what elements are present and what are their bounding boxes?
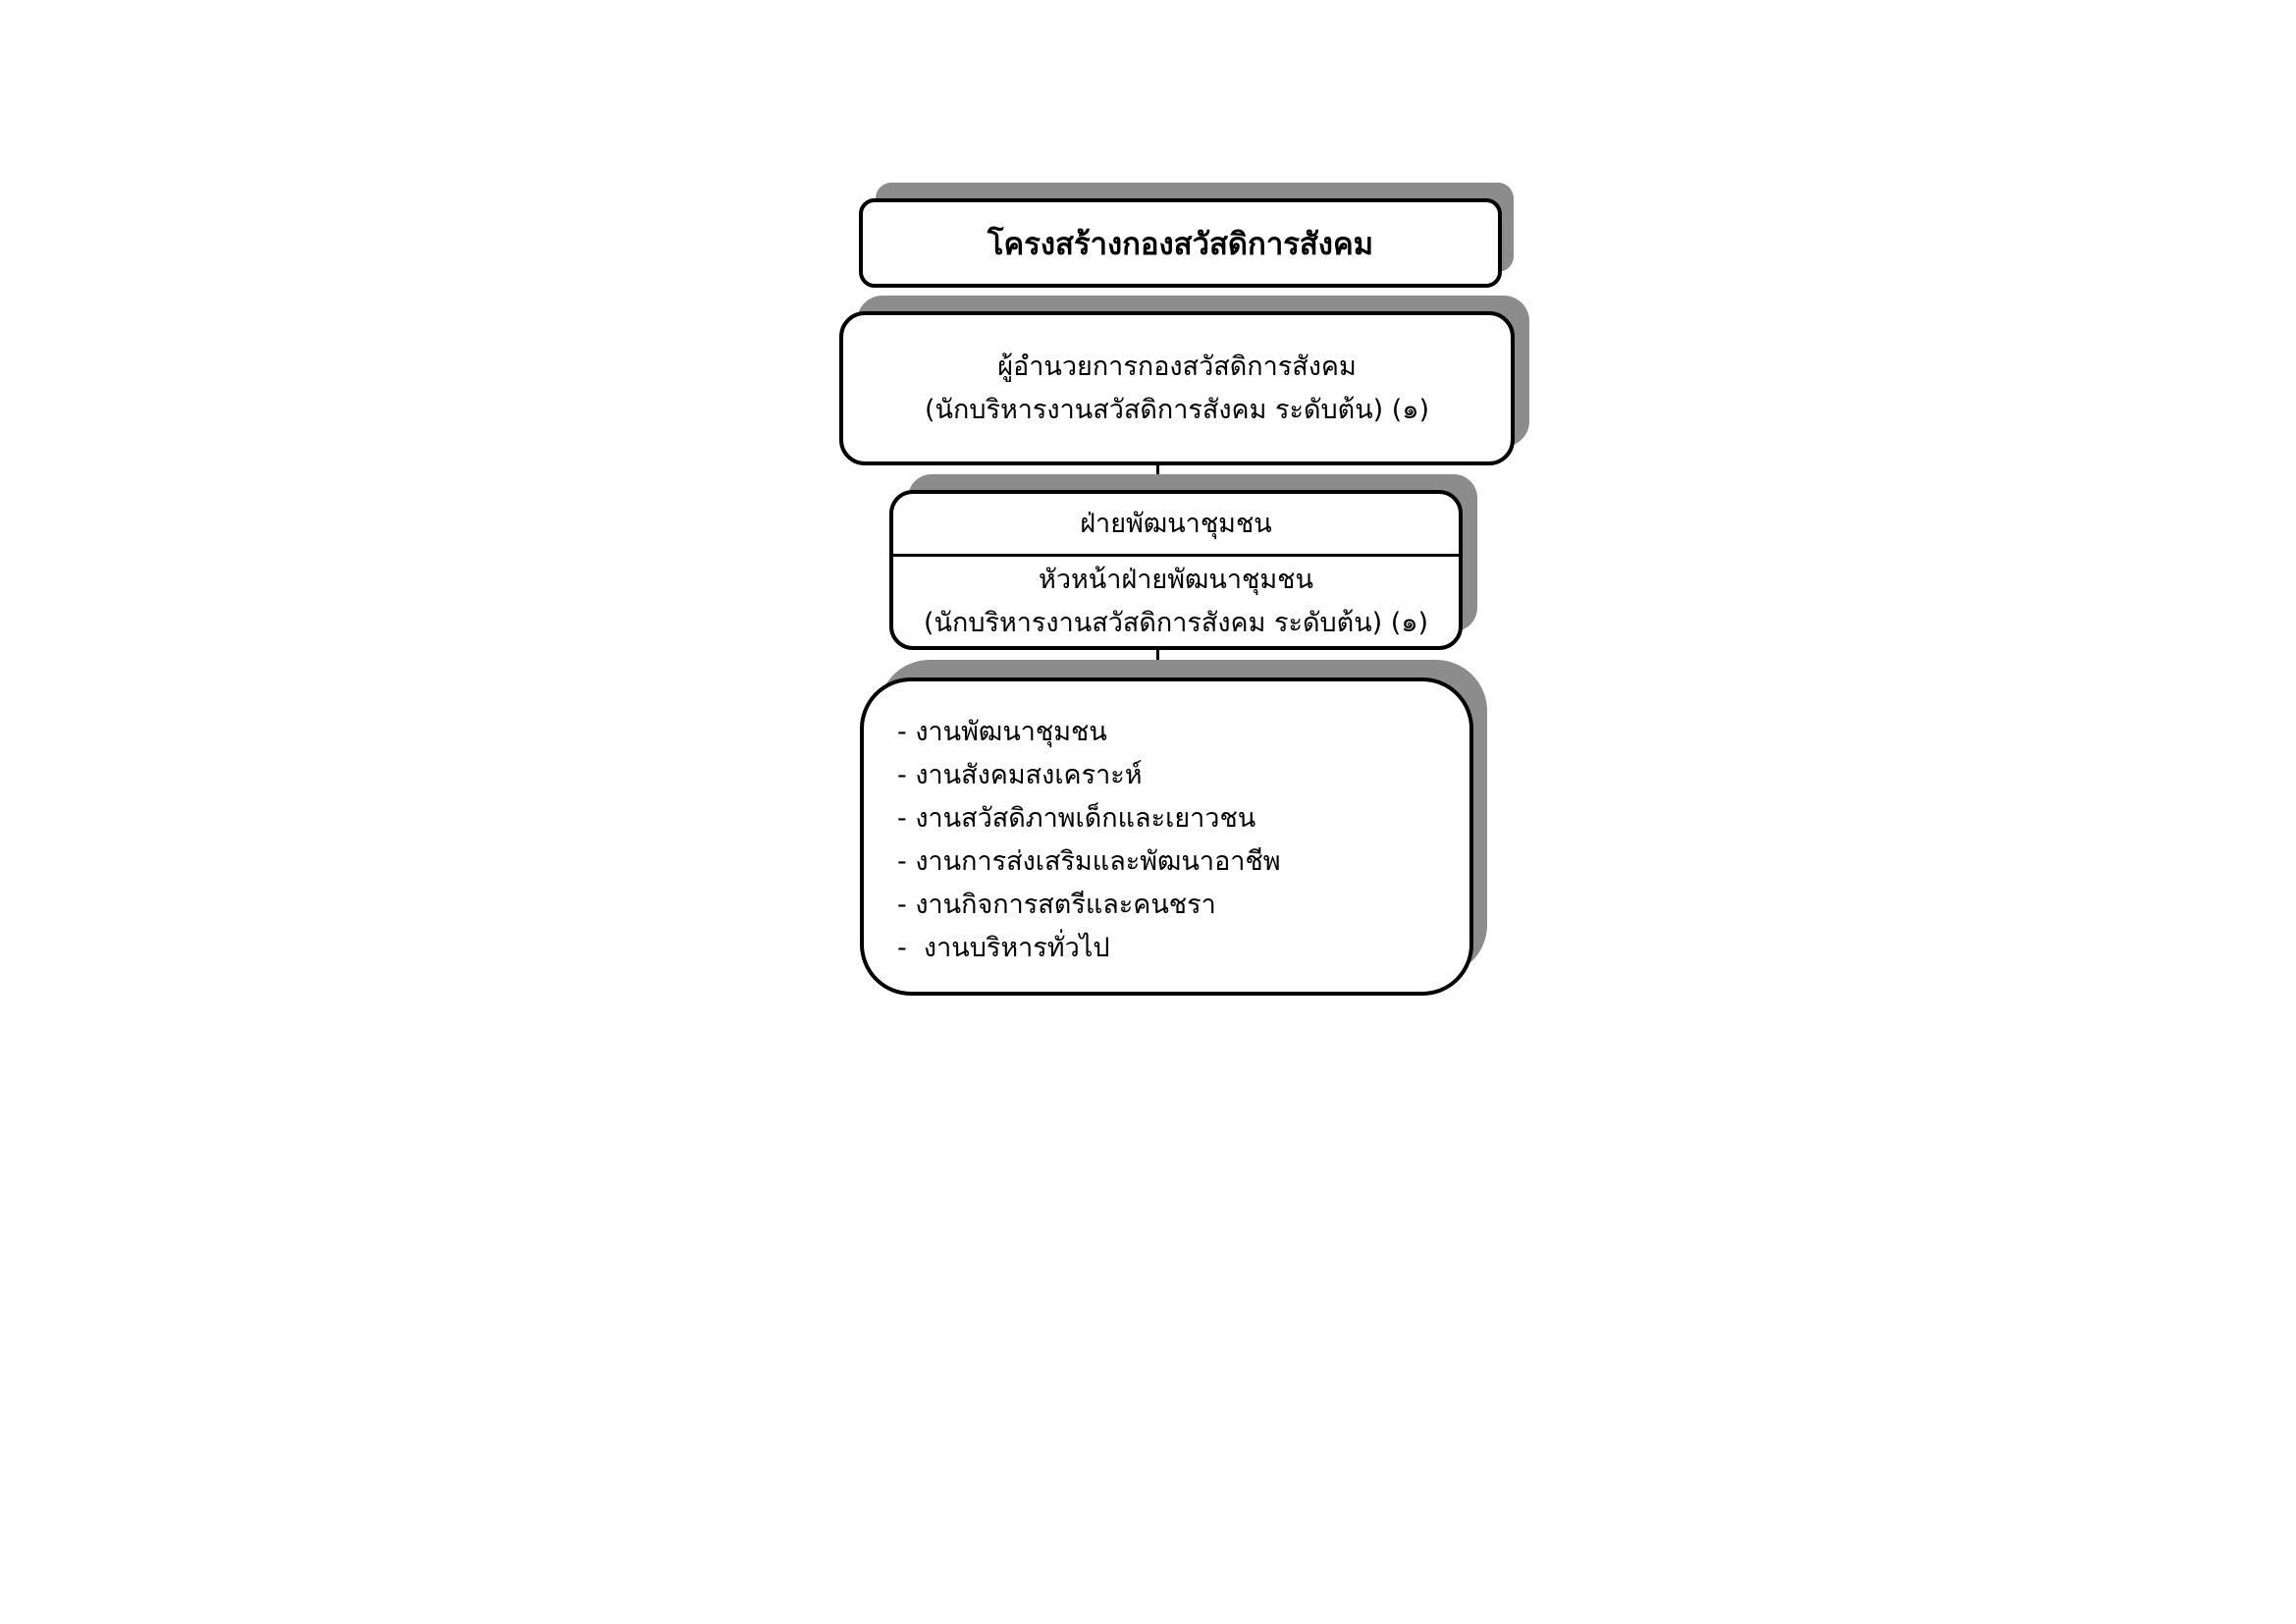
division-head-position: หัวหน้าฝ่ายพัฒนาชุมชน	[1039, 564, 1313, 595]
title-box	[859, 198, 1502, 288]
task-item: - งานสังคมสงเคราะห์	[897, 760, 1143, 790]
division-header	[893, 494, 1459, 557]
task-item: - งานกิจการสตรีและคนชรา	[897, 890, 1216, 920]
director-box	[839, 311, 1515, 465]
task-item: - งานพัฒนาชุมชน	[897, 717, 1107, 747]
division-box	[889, 490, 1463, 650]
division-head-rank: (นักบริหารงานสวัสดิการสังคม ระดับต้น) (๑)	[923, 607, 1428, 638]
director-position: ผู้อำนวยการกองสวัสดิการสังคม	[997, 351, 1357, 382]
director-rank: (นักบริหารงานสวัสดิการสังคม ระดับต้น) (๑)	[924, 394, 1429, 425]
chart-title: โครงสร้างกองสวัสดิการสังคม	[987, 226, 1374, 262]
task-item: - งานบริหารทั่วไป	[897, 933, 1110, 963]
task-list	[897, 711, 1281, 970]
task-item: - งานการส่งเสริมและพัฒนาอาชีพ	[897, 846, 1281, 877]
division-head-section	[893, 557, 1459, 646]
tasks-box	[860, 677, 1473, 996]
task-item: - งานสวัสดิภาพเด็กและเยาวชน	[897, 803, 1256, 834]
division-name: ฝ่ายพัฒนาชุมชน	[1080, 508, 1272, 539]
